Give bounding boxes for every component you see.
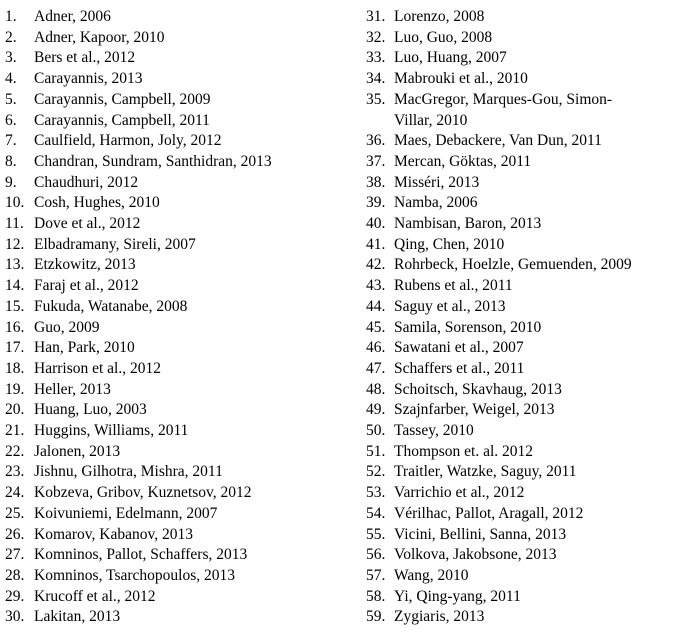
reference-text: Chandran, Sundram, Santhidran, 2013 — [34, 152, 272, 170]
reference-text: Koivuniemi, Edelmann, 2007 — [34, 504, 218, 522]
reference-item — [5, 48, 335, 69]
reference-number: 10. — [5, 194, 25, 212]
reference-item — [366, 28, 686, 49]
reference-item — [5, 462, 335, 483]
reference-item — [366, 48, 686, 69]
reference-number: 37. — [366, 152, 386, 170]
reference-item — [5, 173, 335, 194]
reference-text: Adner, 2006 — [34, 8, 111, 25]
reference-text: MacGregor, Marques-Gou, Simon- — [394, 90, 613, 108]
reference-item — [366, 214, 686, 235]
reference-number: 21. — [5, 422, 25, 440]
reference-item — [5, 483, 335, 504]
reference-text: Adner, Kapoor, 2010 — [34, 28, 165, 46]
reference-number: 3. — [5, 49, 17, 67]
reference-number: 12. — [5, 235, 25, 253]
reference-text: Maes, Debackere, Van Dun, 2011 — [394, 132, 602, 150]
reference-number: 50. — [366, 422, 386, 440]
reference-item — [5, 214, 335, 235]
reference-item — [366, 173, 686, 194]
reference-number: 36. — [366, 132, 386, 150]
reference-text: Caulfield, Harmon, Joly, 2012 — [34, 132, 222, 150]
reference-number: 55. — [366, 525, 386, 543]
reference-number: 4. — [5, 70, 17, 88]
reference-text: Yi, Qing-yang, 2011 — [394, 587, 521, 605]
reference-text: Cosh, Hughes, 2010 — [34, 194, 160, 212]
reference-number: 28. — [5, 566, 25, 584]
reference-text: Komninos, Pallot, Schaffers, 2013 — [34, 546, 248, 564]
reference-number: 22. — [5, 442, 25, 460]
reference-text: Jishnu, Gilhotra, Mishra, 2011 — [34, 463, 223, 481]
reference-text: Qing, Chen, 2010 — [394, 235, 505, 253]
reference-number: 20. — [5, 401, 25, 419]
reference-text: Lorenzo, 2008 — [394, 8, 485, 25]
reference-text: Harrison et al., 2012 — [34, 359, 161, 377]
reference-item — [366, 483, 686, 504]
reference-item — [5, 69, 335, 90]
reference-list-right — [366, 7, 686, 628]
reference-number: 54. — [366, 504, 386, 522]
reference-item — [366, 193, 686, 214]
reference-number: 46. — [366, 339, 386, 357]
reference-item — [5, 276, 335, 297]
reference-text: Vicini, Bellini, Sanna, 2013 — [394, 525, 567, 543]
reference-item — [366, 545, 686, 566]
reference-item — [5, 318, 335, 339]
reference-item — [5, 525, 335, 546]
reference-number: 40. — [366, 215, 386, 233]
reference-text: Luo, Guo, 2008 — [394, 28, 493, 46]
reference-text: Wang, 2010 — [394, 566, 469, 584]
reference-text: Carayannis, Campbell, 2011 — [34, 111, 210, 129]
reference-number: 29. — [5, 587, 25, 605]
reference-number: 30. — [5, 608, 25, 626]
reference-item — [5, 400, 335, 421]
reference-number: 15. — [5, 297, 25, 315]
reference-number: 9. — [5, 173, 17, 191]
reference-item — [5, 235, 335, 256]
reference-text: Nambisan, Baron, 2013 — [394, 215, 542, 233]
reference-number: 31. — [366, 8, 386, 25]
reference-text: Misséri, 2013 — [394, 173, 480, 191]
reference-number: 23. — [5, 463, 25, 481]
reference-text: Varrichio et al., 2012 — [394, 484, 525, 502]
reference-text: Heller, 2013 — [34, 380, 111, 398]
reference-item — [366, 421, 686, 442]
reference-item — [366, 338, 686, 359]
reference-number: 27. — [5, 546, 25, 564]
reference-item — [366, 297, 686, 318]
reference-number: 52. — [366, 463, 386, 481]
reference-text: Etzkowitz, 2013 — [34, 256, 136, 274]
reference-item — [366, 525, 686, 546]
reference-item — [366, 318, 686, 339]
reference-text: Fukuda, Watanabe, 2008 — [34, 297, 188, 315]
reference-number: 34. — [366, 70, 386, 88]
reference-item — [5, 421, 335, 442]
reference-number: 45. — [366, 318, 386, 336]
reference-text: Chaudhuri, 2012 — [34, 173, 139, 191]
reference-item — [366, 380, 686, 401]
reference-number: 1. — [5, 8, 17, 25]
reference-text: Faraj et al., 2012 — [34, 277, 139, 295]
reference-item — [5, 90, 335, 111]
reference-number: 39. — [366, 194, 386, 212]
reference-number: 2. — [5, 28, 17, 46]
reference-number: 51. — [366, 442, 386, 460]
reference-number: 17. — [5, 339, 25, 357]
reference-text: Elbadramany, Sireli, 2007 — [34, 235, 196, 253]
reference-text: Schaffers et al., 2011 — [394, 359, 525, 377]
reference-number: 41. — [366, 235, 386, 253]
reference-item — [5, 131, 335, 152]
reference-text: Rubens et al., 2011 — [394, 277, 513, 295]
reference-text: Luo, Huang, 2007 — [394, 49, 507, 67]
reference-number: 7. — [5, 132, 17, 150]
reference-item — [366, 587, 686, 608]
reference-item — [366, 504, 686, 525]
reference-item — [5, 359, 335, 380]
reference-number: 32. — [366, 28, 386, 46]
reference-number: 11. — [5, 215, 24, 233]
reference-text: Krucoff et al., 2012 — [34, 587, 156, 605]
reference-number: 49. — [366, 401, 386, 419]
reference-text: Szajnfarber, Weigel, 2013 — [394, 401, 555, 419]
reference-number: 25. — [5, 504, 25, 522]
reference-text: Jalonen, 2013 — [34, 442, 121, 460]
reference-number: 53. — [366, 484, 386, 502]
reference-item — [366, 276, 686, 297]
reference-item — [366, 566, 686, 587]
reference-text: Carayannis, 2013 — [34, 70, 143, 88]
reference-number: 48. — [366, 380, 386, 398]
reference-item — [5, 504, 335, 525]
reference-continuation: Villar, 2010 — [394, 111, 468, 129]
reference-text: Komarov, Kabanov, 2013 — [34, 525, 193, 543]
reference-text: Komninos, Tsarchopoulos, 2013 — [34, 566, 235, 584]
reference-item — [366, 7, 686, 28]
reference-item — [5, 255, 335, 276]
reference-item — [5, 545, 335, 566]
reference-number: 58. — [366, 587, 386, 605]
reference-item — [366, 255, 686, 276]
reference-text: Kobzeva, Gribov, Kuznetsov, 2012 — [34, 484, 252, 502]
reference-item — [366, 131, 686, 152]
reference-item — [5, 152, 335, 173]
reference-number: 8. — [5, 152, 17, 170]
reference-item — [366, 359, 686, 380]
reference-item — [5, 7, 335, 28]
reference-number: 26. — [5, 525, 25, 543]
reference-item — [5, 111, 335, 132]
reference-item — [5, 380, 335, 401]
reference-text: Huang, Luo, 2003 — [34, 401, 147, 419]
reference-item — [5, 587, 335, 608]
reference-number: 56. — [366, 546, 386, 564]
reference-number: 16. — [5, 318, 25, 336]
reference-number: 13. — [5, 256, 25, 274]
reference-number: 57. — [366, 566, 386, 584]
reference-item — [5, 193, 335, 214]
reference-number: 18. — [5, 359, 25, 377]
reference-text: Han, Park, 2010 — [34, 339, 135, 357]
reference-item — [366, 90, 686, 111]
reference-item — [366, 462, 686, 483]
reference-number: 19. — [5, 380, 25, 398]
reference-item — [366, 152, 686, 173]
reference-text: Saguy et al., 2013 — [394, 297, 506, 315]
reference-item — [366, 442, 686, 463]
reference-text: Samila, Sorenson, 2010 — [394, 318, 542, 336]
reference-number: 14. — [5, 277, 25, 295]
reference-number: 42. — [366, 256, 386, 274]
reference-text: Vérilhac, Pallot, Aragall, 2012 — [394, 504, 584, 522]
reference-number: 47. — [366, 359, 386, 377]
reference-item — [366, 235, 686, 256]
reference-text: Schoitsch, Skavhaug, 2013 — [394, 380, 562, 398]
reference-text: Mercan, Göktas, 2011 — [394, 152, 532, 170]
reference-item — [5, 607, 335, 628]
reference-item — [366, 607, 686, 628]
reference-item — [5, 28, 335, 49]
reference-item — [366, 69, 686, 90]
reference-text: Dove et al., 2012 — [34, 215, 141, 233]
reference-number: 35. — [366, 90, 386, 108]
reference-text: Guo, 2009 — [34, 318, 100, 336]
reference-item — [5, 442, 335, 463]
reference-item — [366, 400, 686, 421]
reference-number: 38. — [366, 173, 386, 191]
reference-item — [5, 338, 335, 359]
reference-text: Bers et al., 2012 — [34, 49, 136, 67]
reference-number: 59. — [366, 608, 386, 626]
reference-text: Huggins, Williams, 2011 — [34, 422, 189, 440]
reference-text: Traitler, Watzke, Saguy, 2011 — [394, 463, 577, 481]
reference-item — [5, 297, 335, 318]
reference-number: 6. — [5, 111, 17, 129]
reference-number: 43. — [366, 277, 386, 295]
reference-text: Volkova, Jakobsone, 2013 — [394, 546, 557, 564]
reference-number: 24. — [5, 484, 25, 502]
reference-text: Rohrbeck, Hoelzle, Gemuenden, 2009 — [394, 256, 632, 274]
reference-item — [5, 566, 335, 587]
reference-list-left — [5, 7, 335, 628]
reference-number: 44. — [366, 297, 386, 315]
reference-text: Zygiaris, 2013 — [394, 608, 485, 626]
reference-text: Tassey, 2010 — [394, 422, 474, 440]
reference-text: Lakitan, 2013 — [34, 608, 121, 626]
reference-text: Thompson et. al. 2012 — [394, 442, 534, 460]
reference-text: Namba, 2006 — [394, 194, 478, 212]
reference-text: Carayannis, Campbell, 2009 — [34, 90, 211, 108]
reference-number: 33. — [366, 49, 386, 67]
reference-number: 5. — [5, 90, 17, 108]
reference-text: Mabrouki et al., 2010 — [394, 70, 528, 88]
reference-text: Sawatani et al., 2007 — [394, 339, 524, 357]
